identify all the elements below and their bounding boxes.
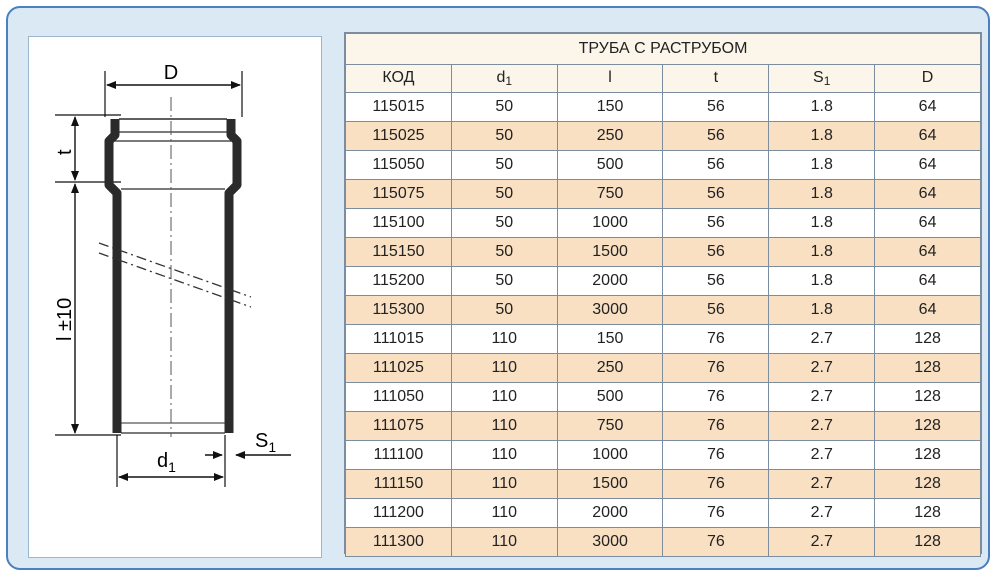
table-cell: 76: [663, 383, 769, 412]
table-cell: 56: [663, 267, 769, 296]
header-s1: $S_1$: [769, 65, 875, 93]
table-cell: 64: [875, 122, 981, 151]
table-row: [346, 296, 981, 325]
pipe-wall-right: [229, 119, 237, 433]
table-row: [346, 267, 981, 296]
label-l: l ±10: [54, 297, 76, 341]
table-cell: 50: [451, 122, 557, 151]
table-cell: 2000: [557, 267, 663, 296]
table-cell: 1500: [557, 470, 663, 499]
table-row: [346, 499, 981, 528]
table-row: [346, 180, 981, 209]
table-cell: 128: [875, 528, 981, 557]
table-cell: 76: [663, 441, 769, 470]
pipe-spec-table: [345, 33, 981, 557]
table-cell: 56: [663, 180, 769, 209]
table-cell: 3000: [557, 296, 663, 325]
table-cell: 110: [451, 499, 557, 528]
table-cell: 1.8: [769, 93, 875, 122]
table-cell: 56: [663, 296, 769, 325]
header-code: КОД: [346, 65, 452, 93]
table-cell: 115200: [346, 267, 452, 296]
table-cell: 150: [557, 93, 663, 122]
table-cell: 110: [451, 383, 557, 412]
table-cell: 64: [875, 267, 981, 296]
table-cell: 115015: [346, 93, 452, 122]
table-cell: 64: [875, 238, 981, 267]
table-cell: 50: [451, 296, 557, 325]
table-row: [346, 441, 981, 470]
table-cell: 750: [557, 412, 663, 441]
table-row: [346, 383, 981, 412]
table-row: [346, 354, 981, 383]
table-cell: 56: [663, 238, 769, 267]
table-cell: 115300: [346, 296, 452, 325]
table-header-row: [346, 65, 981, 93]
table-cell: 64: [875, 296, 981, 325]
table-cell: 111100: [346, 441, 452, 470]
label-s1: $S_1$: [255, 430, 277, 455]
table-cell: 1.8: [769, 209, 875, 238]
table-cell: 111015: [346, 325, 452, 354]
table-cell: 110: [451, 441, 557, 470]
table-cell: 128: [875, 354, 981, 383]
table-row: [346, 528, 981, 557]
table-row: [346, 122, 981, 151]
table-cell: 1.8: [769, 296, 875, 325]
table-cell: 250: [557, 354, 663, 383]
table-cell: 2.7: [769, 354, 875, 383]
table-cell: 111025: [346, 354, 452, 383]
table-cell: 50: [451, 209, 557, 238]
table-cell: 128: [875, 499, 981, 528]
header-l: l: [557, 65, 663, 93]
table-cell: 2.7: [769, 470, 875, 499]
table-cell: 64: [875, 209, 981, 238]
table-cell: 1.8: [769, 180, 875, 209]
table-cell: 150: [557, 325, 663, 354]
table-cell: 50: [451, 267, 557, 296]
table-cell: 111150: [346, 470, 452, 499]
table-cell: 76: [663, 325, 769, 354]
table-cell: 1000: [557, 209, 663, 238]
table-cell: 250: [557, 122, 663, 151]
table-cell: 64: [875, 180, 981, 209]
table-cell: 2.7: [769, 499, 875, 528]
table-cell: 2.7: [769, 528, 875, 557]
label-d1: $d_1$: [157, 450, 176, 475]
table-cell: 110: [451, 412, 557, 441]
header-d1: $d_1$: [451, 65, 557, 93]
header-t: t: [663, 65, 769, 93]
table-cell: 50: [451, 180, 557, 209]
table-cell: 64: [875, 93, 981, 122]
table-cell: 2.7: [769, 441, 875, 470]
table-cell: 115100: [346, 209, 452, 238]
table-row: [346, 93, 981, 122]
label-t: t: [54, 149, 76, 155]
table-row: [346, 412, 981, 441]
table-cell: 115075: [346, 180, 452, 209]
table-cell: 1000: [557, 441, 663, 470]
table-cell: 76: [663, 470, 769, 499]
table-cell: 111300: [346, 528, 452, 557]
table-cell: 1.8: [769, 151, 875, 180]
table-cell: 1.8: [769, 122, 875, 151]
table-cell: 56: [663, 151, 769, 180]
table-cell: 128: [875, 383, 981, 412]
table-cell: 128: [875, 412, 981, 441]
table-cell: 56: [663, 122, 769, 151]
table-cell: 110: [451, 325, 557, 354]
table-cell: 750: [557, 180, 663, 209]
table-row: [346, 238, 981, 267]
table-body: [346, 93, 981, 557]
table-cell: 115025: [346, 122, 452, 151]
table-row: [346, 470, 981, 499]
table-cell: 1.8: [769, 267, 875, 296]
table-cell: 500: [557, 151, 663, 180]
table-title: ТРУБА С РАСТРУБОМ: [346, 34, 981, 65]
table-row: [346, 151, 981, 180]
table-cell: 111050: [346, 383, 452, 412]
table-cell: 50: [451, 93, 557, 122]
outer-frame: [6, 6, 990, 570]
table-cell: 76: [663, 354, 769, 383]
table-cell: 128: [875, 441, 981, 470]
table-cell: 76: [663, 412, 769, 441]
table-cell: 2.7: [769, 383, 875, 412]
table-cell: 50: [451, 151, 557, 180]
pipe-drawing: [28, 36, 322, 558]
table-cell: 76: [663, 528, 769, 557]
table-cell: 111075: [346, 412, 452, 441]
table-cell: 110: [451, 470, 557, 499]
table-cell: 56: [663, 93, 769, 122]
table-row: [346, 325, 981, 354]
table-cell: 115150: [346, 238, 452, 267]
table-cell: 3000: [557, 528, 663, 557]
pipe-table-container: [344, 32, 982, 554]
label-D: D: [163, 62, 179, 84]
table-cell: 76: [663, 499, 769, 528]
table-cell: 64: [875, 151, 981, 180]
table-cell: 115050: [346, 151, 452, 180]
table-cell: 110: [451, 528, 557, 557]
table-cell: 2.7: [769, 412, 875, 441]
pipe-wall-left: [109, 119, 117, 433]
table-cell: 128: [875, 325, 981, 354]
table-cell: 2000: [557, 499, 663, 528]
header-D: D: [875, 65, 981, 93]
table-row: [346, 209, 981, 238]
table-cell: 500: [557, 383, 663, 412]
table-cell: 56: [663, 209, 769, 238]
table-cell: 128: [875, 470, 981, 499]
table-cell: 1.8: [769, 238, 875, 267]
table-title-row: [346, 34, 981, 65]
table-cell: 110: [451, 354, 557, 383]
table-cell: 2.7: [769, 325, 875, 354]
table-cell: 111200: [346, 499, 452, 528]
table-cell: 50: [451, 238, 557, 267]
table-cell: 1500: [557, 238, 663, 267]
pipe-diagram: [29, 37, 321, 557]
